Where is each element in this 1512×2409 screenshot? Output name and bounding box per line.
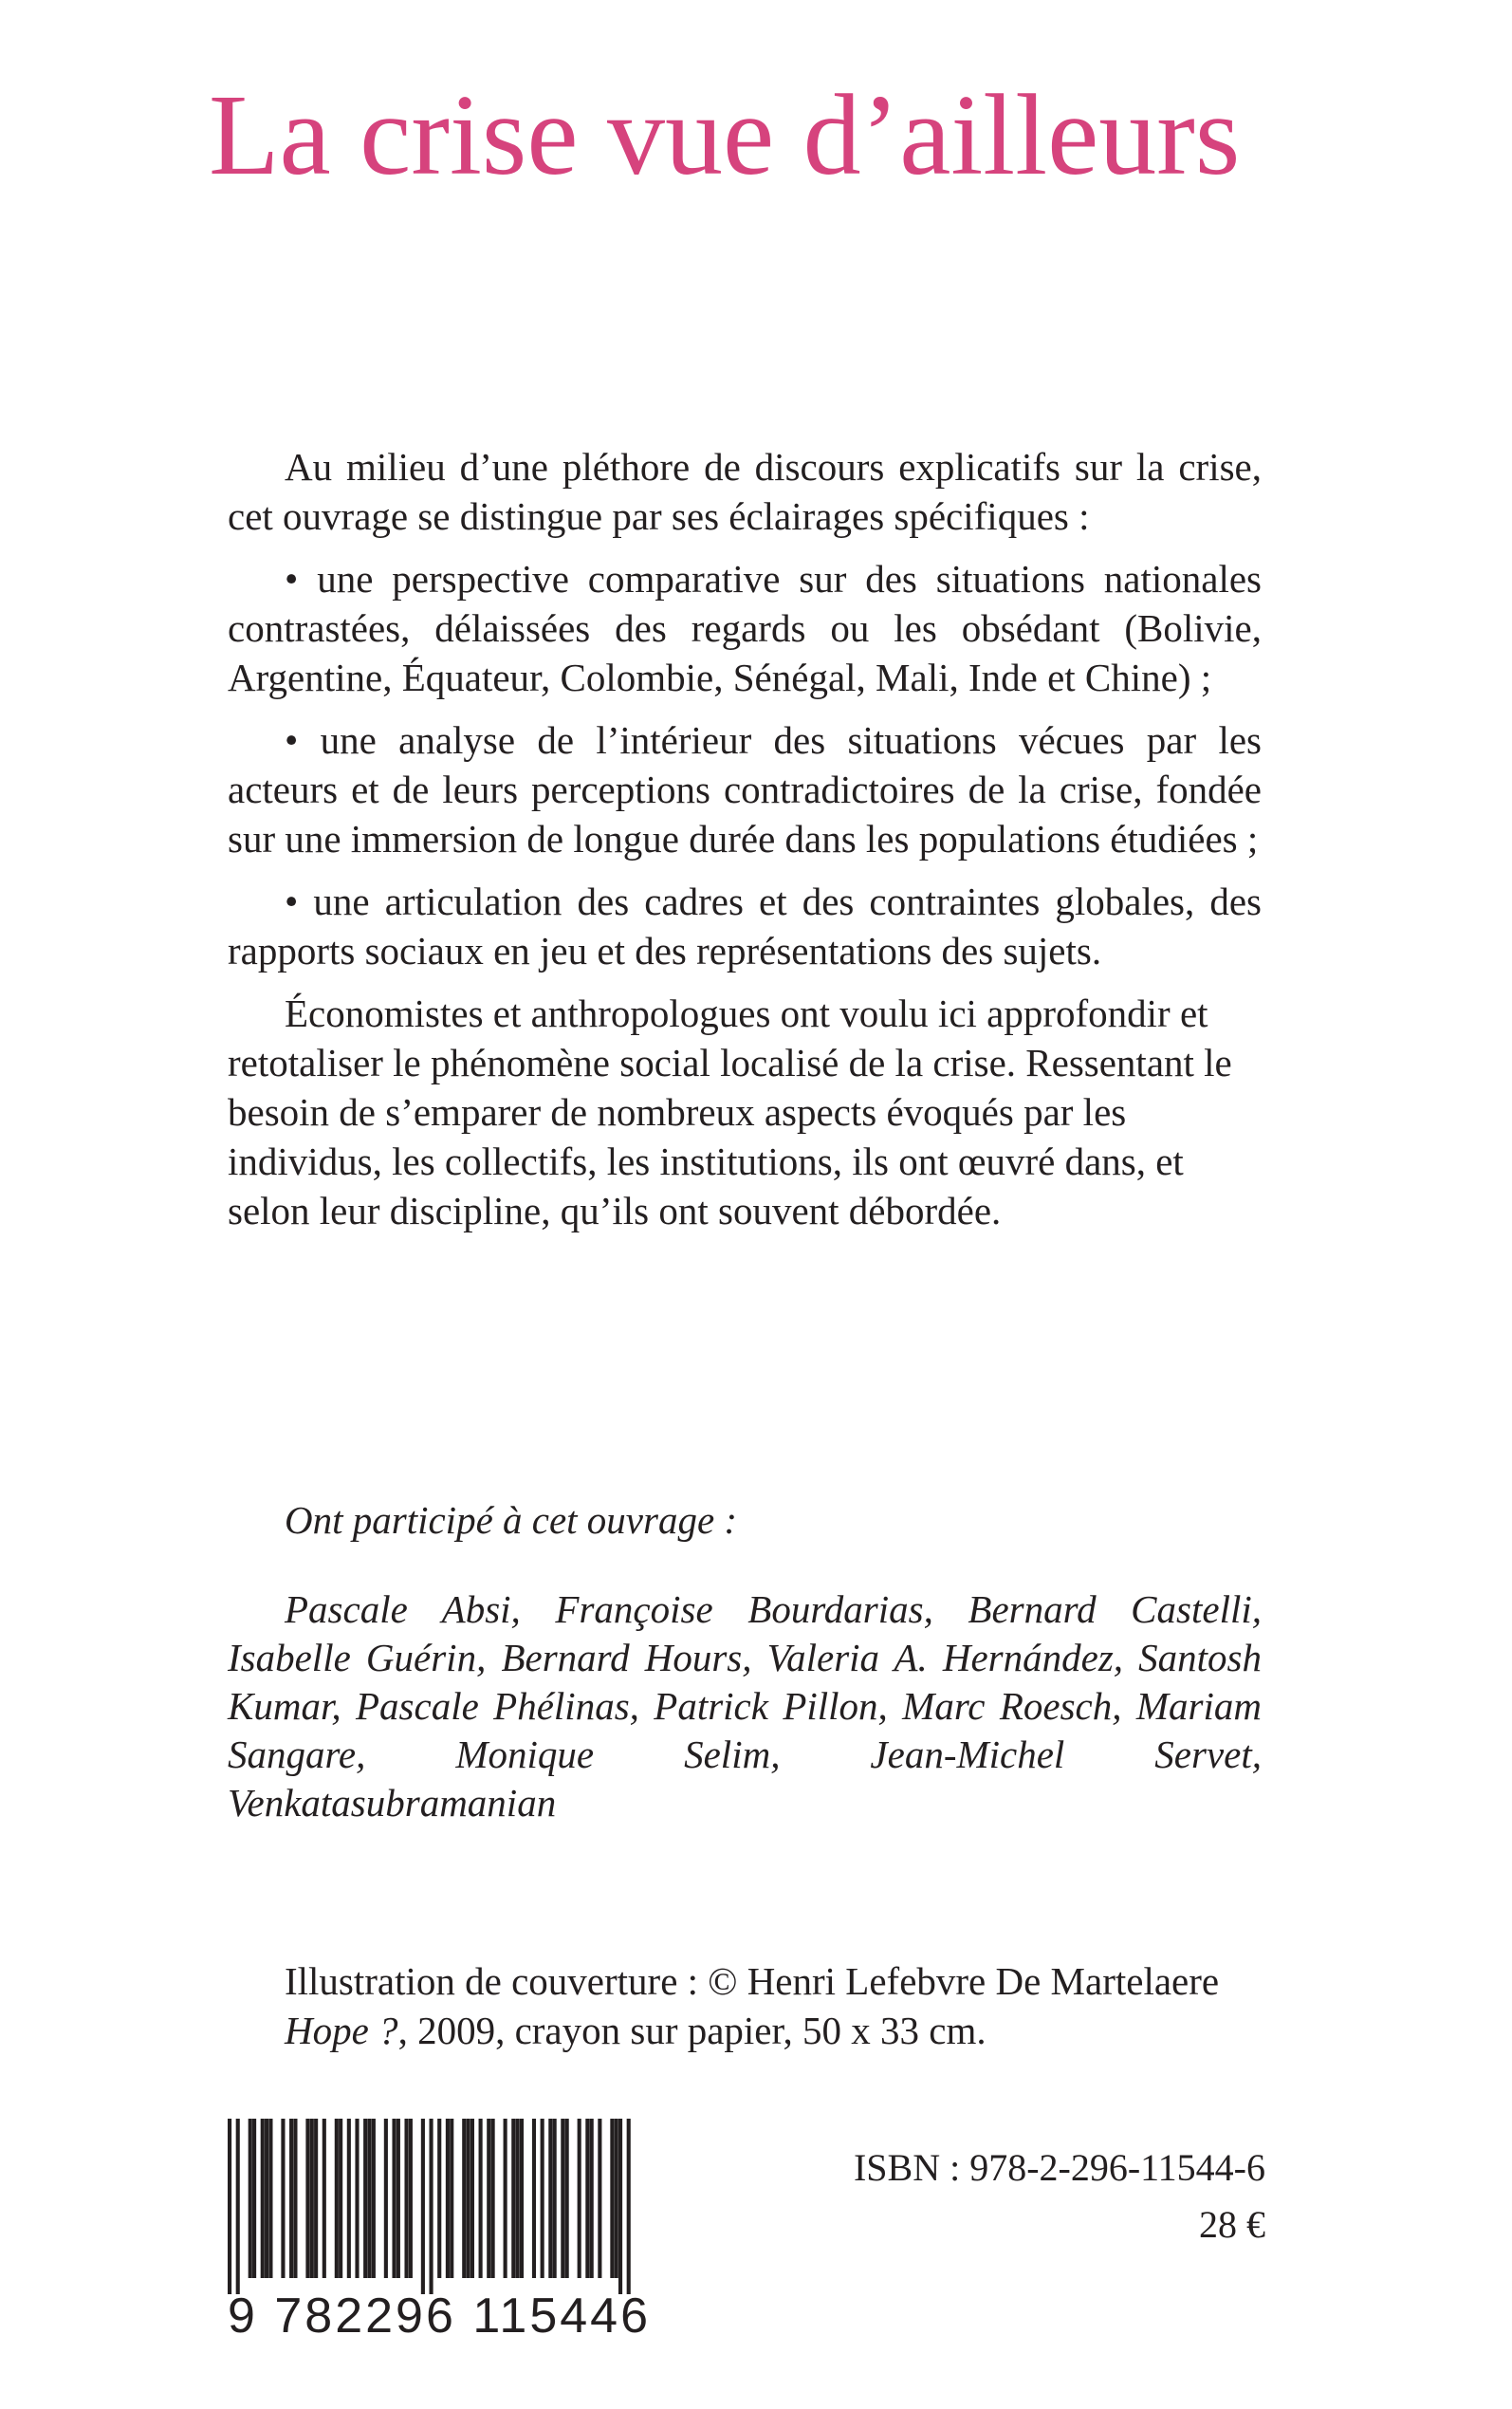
- barcode-bar: [470, 2119, 474, 2278]
- barcode-bar: [585, 2119, 589, 2278]
- barcode-bar: [268, 2119, 272, 2278]
- barcode-bar: [289, 2119, 293, 2278]
- barcode-bar: [627, 2119, 631, 2294]
- barcode-bar: [252, 2119, 256, 2278]
- barcode-bar: [261, 2119, 265, 2278]
- barcode-bar: [462, 2119, 466, 2278]
- summary-paragraph: Au milieu d’une pléthore de discours explicatifs sur la crise, cet ouvrage se distingue par ses éclairages spécifiques :: [228, 445, 1262, 538]
- barcode-bar: [504, 2119, 507, 2278]
- barcode: [228, 2119, 651, 2344]
- barcode-bar: [421, 2119, 425, 2294]
- summary-paragraph: Économistes et anthropologues ont voulu ici approfondir et retotaliser le phénomène social localisé de la crise. Ressentant le besoin de s’emparer de nombreux aspects évoqués par les individus, les collectifs, les institutions, ils ont œuvré dans, et selon leur discipline, qu’ils ont souvent débordée.: [228, 991, 1232, 1232]
- illustration-details-line: [285, 2006, 1219, 2055]
- barcode-bar: [372, 2119, 376, 2278]
- barcode-bar: [392, 2119, 396, 2278]
- barcode-bar: [520, 2119, 524, 2278]
- barcode-bar: [553, 2119, 557, 2278]
- summary-bullet: • une analyse de l’intérieur des situations vécues par les acteurs et de leurs perceptions contradictoires de la crise, fondée sur une immersion de longue durée dans les populations étudiées ;: [228, 718, 1262, 861]
- barcode-bar: [491, 2119, 495, 2278]
- barcode-bar: [598, 2119, 601, 2278]
- barcode-bar: [548, 2119, 552, 2278]
- barcode-bar: [265, 2119, 268, 2278]
- back-cover-summary: [228, 442, 1262, 1235]
- barcode-bar: [541, 2119, 544, 2278]
- barcode-bar: [437, 2119, 441, 2278]
- barcode-bar: [339, 2119, 342, 2278]
- barcode-bars: [228, 2119, 631, 2294]
- barcode-bar: [578, 2119, 581, 2278]
- barcode-bar: [355, 2119, 359, 2278]
- barcode-bar: [335, 2119, 339, 2278]
- participants-label: Ont participé à cet ouvrage :: [285, 1498, 738, 1542]
- barcode-bar: [467, 2119, 470, 2278]
- barcode-bar: [310, 2119, 314, 2278]
- barcode-bar: [236, 2119, 240, 2294]
- artwork-details: , 2009, crayon sur papier, 50 x 33 cm.: [397, 2009, 986, 2052]
- barcode-bar: [305, 2119, 309, 2278]
- barcode-bar: [409, 2119, 413, 2278]
- barcode-bar: [487, 2119, 490, 2278]
- barcode-bar: [610, 2119, 614, 2278]
- barcode-bar: [323, 2119, 326, 2278]
- barcode-bar: [249, 2119, 252, 2278]
- barcode-bar: [446, 2119, 450, 2278]
- barcode-bar: [396, 2119, 400, 2278]
- barcode-bar: [404, 2119, 408, 2278]
- barcode-bar: [293, 2119, 297, 2278]
- barcode-bar: [367, 2119, 371, 2278]
- illustration-credit-line: Illustration de couverture : © Henri Lefebvre De Martelaere: [285, 1959, 1220, 2003]
- summary-bullet: • une articulation des cadres et des contraintes globales, des rapports sociaux en jeu et des représentations des sujets.: [228, 880, 1262, 973]
- isbn: ISBN : 978-2-296-11544-6: [853, 2146, 1265, 2189]
- summary-bullet: • une perspective comparative sur des situations nationales contrastées, délaissées des regards ou les obsédant (Bolivie, Argentine, Équateur, Colombie, Sénégal, Mali, Inde et Chine) ;: [228, 557, 1262, 699]
- book-title: La crise vue d’ailleurs: [209, 71, 1241, 199]
- barcode-bar: [228, 2119, 231, 2294]
- barcode-bar: [281, 2119, 285, 2278]
- barcode-bar: [430, 2119, 433, 2294]
- barcode-bar: [561, 2119, 564, 2278]
- barcode-bar: [450, 2119, 453, 2278]
- barcode-bar: [565, 2119, 569, 2278]
- participants-list: Pascale Absi, Françoise Bourdarias, Bernard Castelli, Isabelle Guérin, Bernard Hours, Valeria A. Hernández, Santosh Kumar, Pascale Phélinas, Patrick Pillon, Marc Roesch, Mariam Sangare, Monique Selim, Jean-Michel Servet, Venkatasubramanian: [228, 1587, 1262, 1825]
- barcode-bar: [590, 2119, 594, 2278]
- barcode-bar: [615, 2119, 618, 2278]
- barcode-bar: [618, 2119, 622, 2294]
- barcode-bar: [314, 2119, 318, 2278]
- barcode-bar: [347, 2119, 351, 2278]
- barcode-digits: 9 782296 115446: [228, 2289, 651, 2344]
- barcode-bar: [384, 2119, 388, 2278]
- barcode-bar: [479, 2119, 483, 2278]
- cover-illustration-credit: [285, 1956, 1219, 2055]
- barcode-bar: [511, 2119, 515, 2278]
- price: 28 €: [1199, 2203, 1265, 2246]
- barcode-bar: [363, 2119, 367, 2278]
- barcode-bar: [532, 2119, 536, 2278]
- artwork-title: Hope ?: [285, 2009, 398, 2052]
- barcode-bar: [516, 2119, 520, 2278]
